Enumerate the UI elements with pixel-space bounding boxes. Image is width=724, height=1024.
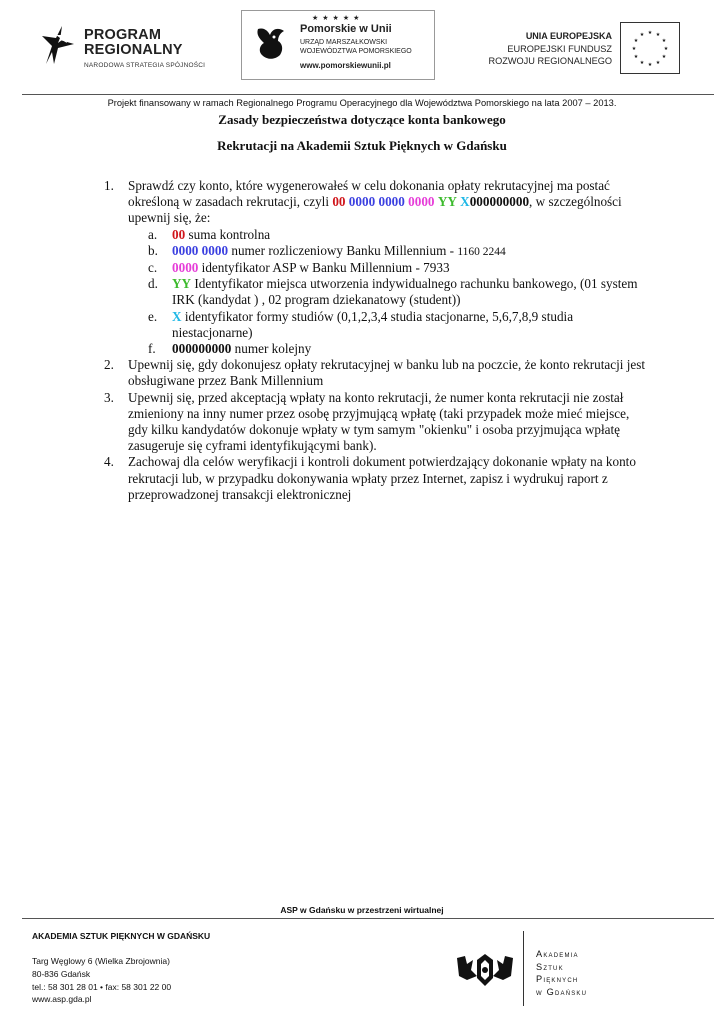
list-item-4: 4. Zachowaj dla celów weryfikacji i kontroli dokument potwierdzający dokonanie wpłaty na konto rekrutacji lub, w przypadku dokonywania wpłaty przez Internet, zapisz i wydrukuj raport z przeprowadzonej transakcji elektronicznej (104, 454, 636, 502)
code-serial: 000000000 (469, 194, 530, 210)
pomorskie-office: URZĄD MARSZAŁKOWSKI (300, 39, 388, 46)
svg-text:★: ★ (655, 32, 661, 38)
svg-text:★: ★ (647, 62, 653, 68)
sub-item-c: c. 0000 identyfikator ASP w Banku Millennium - 7933 (148, 260, 450, 276)
program-title: PROGRAM REGIONALNY (84, 27, 183, 58)
document-title: Zasady bezpieczeństwa dotyczące konta bankowego (218, 112, 506, 127)
footer-website-link[interactable]: www.asp.gda.pl (32, 994, 92, 1005)
asp-wordmark: Akademia Sztuk Pięknych w Gdańsku (536, 949, 588, 997)
sub-item-e: e. X identyfikator formy studiów (0,1,2,3,4 studia stacjonarne, 5,6,7,8,9 studia niestacjonarne) (148, 308, 574, 340)
svg-text:★: ★ (639, 60, 645, 66)
footer-tagline: ASP w Gdańsku w przestrzeni wirtualnej (280, 905, 444, 915)
code-asp: 0000 (408, 194, 435, 210)
svg-text:★: ★ (631, 46, 637, 52)
eu-flag-icon (620, 22, 680, 74)
svg-text:★: ★ (633, 38, 639, 44)
document-subtitle: Rekrutacji na Akademii Sztuk Pięknych w Gdańsku (217, 138, 507, 153)
code-checksum: 00 (332, 194, 346, 210)
list-item-3: 3. Upewnij się, przed akceptacją wpłaty na konto rekrutacji, że numer konta rekrutacji nie został zmieniony na inny numer przez osobę przyjmującą wpłatę (taki przypadek może mieć miejsce, gdy kilku kandydatów dokonuje wpłaty w tym samym "okienku" i osoba przyjmująca wpłatę zasugeruje się cyframi identyfikującymi bank). (104, 389, 630, 454)
footer-vertical-divider (523, 931, 524, 1006)
pomorskie-region: WOJEWÓDZTWA POMORSKIEGO (300, 48, 412, 55)
rules-list (104, 178, 649, 503)
list-item-1: 1. Sprawdź czy konto, które wygenerowałeś w celu dokonania opłaty rekrutacyjnej ma postać określoną w zasadach rekrutacji, czyli 00 0000 0000 0000 YY X000000000, w szczególności upewnij się, że: a. 00 suma kontrolna b. 0000 0000 numer rozliczeniowy Banku Millennium - 1160 2244 c. 0000 identyfikator ASP w Banku Millennium - 7933 d. YY Identyfikator miejsca utworzenia indywidualnego rachunku bankowego, (01 system IRK (kandydat ) , 02 program dziekanatowy (student)) e. X identyfikator formy studiów (0,1,2,3,4 studia stacjonarne, 5,6,7,8,9 studia niestacjonarne) f. 000000000 numer kolejny (104, 178, 649, 357)
code-form: X (460, 194, 470, 210)
svg-text:★: ★ (647, 30, 653, 36)
footer-address: Targ Węglowy 6 (Wielka Zbrojownia) 80-836 Gdańsk tel.: 58 301 28 01 • fax: 58 301 22 00 www.asp.gda.pl (32, 956, 172, 1005)
footer-divider (22, 918, 714, 919)
griffin-crest-icon (254, 25, 286, 61)
stars-icon: ★★★★★ (312, 15, 364, 22)
pomorskie-logo-box (241, 10, 435, 80)
sub-item-b: b. 0000 0000 numer rozliczeniowy Banku Millennium - 1160 2244 (148, 242, 506, 258)
svg-text:★: ★ (639, 32, 645, 38)
program-subtitle: NARODOWA STRATEGIA SPÓJNOŚCI (84, 62, 206, 69)
header-divider (22, 94, 714, 95)
svg-text:★: ★ (633, 54, 639, 60)
pomorskie-url[interactable]: www.pomorskiewunii.pl (300, 61, 391, 70)
svg-text:★: ★ (663, 46, 669, 52)
sub-item-a: a. 00 suma kontrolna (148, 226, 271, 242)
list-item-2: 2. Upewnij się, gdy dokonujesz opłaty rekrutacyjnej w banku lub na poczcie, że konto rekrutacji jest obsługiwane przez Bank Millennium (104, 357, 646, 389)
program-regionalny-logo (40, 18, 230, 76)
footer-institution-name: AKADEMIA SZTUK PIĘKNYCH W GDAŃSKU (32, 931, 211, 941)
svg-text:★: ★ (661, 54, 667, 60)
sub-item-d: d. YY Identyfikator miejsca utworzenia indywidualnego rachunku bankowego, (01 system IRK (kandydat ) , 02 program dziekanatowy (student)) (148, 276, 638, 308)
star-emblem-icon (40, 26, 74, 66)
code-bank: 0000 0000 (348, 194, 405, 210)
asp-emblem-icon (455, 950, 515, 990)
ue-text: UNIA EUROPEJSKA EUROPEJSKI FUNDUSZ ROZWOJU REGIONALNEGO (488, 31, 612, 66)
sub-item-f: f. 000000000 numer kolejny (148, 341, 312, 357)
project-funding-line: Projekt finansowany w ramach Regionalnego Programu Operacyjnego dla Województwa Pomorskiego na lata 2007 – 2013. (107, 98, 617, 108)
svg-text:★: ★ (655, 60, 661, 66)
pomorskie-title: Pomorskie w Unii (300, 23, 392, 35)
code-place: YY (437, 194, 457, 210)
svg-text:★: ★ (661, 38, 667, 44)
